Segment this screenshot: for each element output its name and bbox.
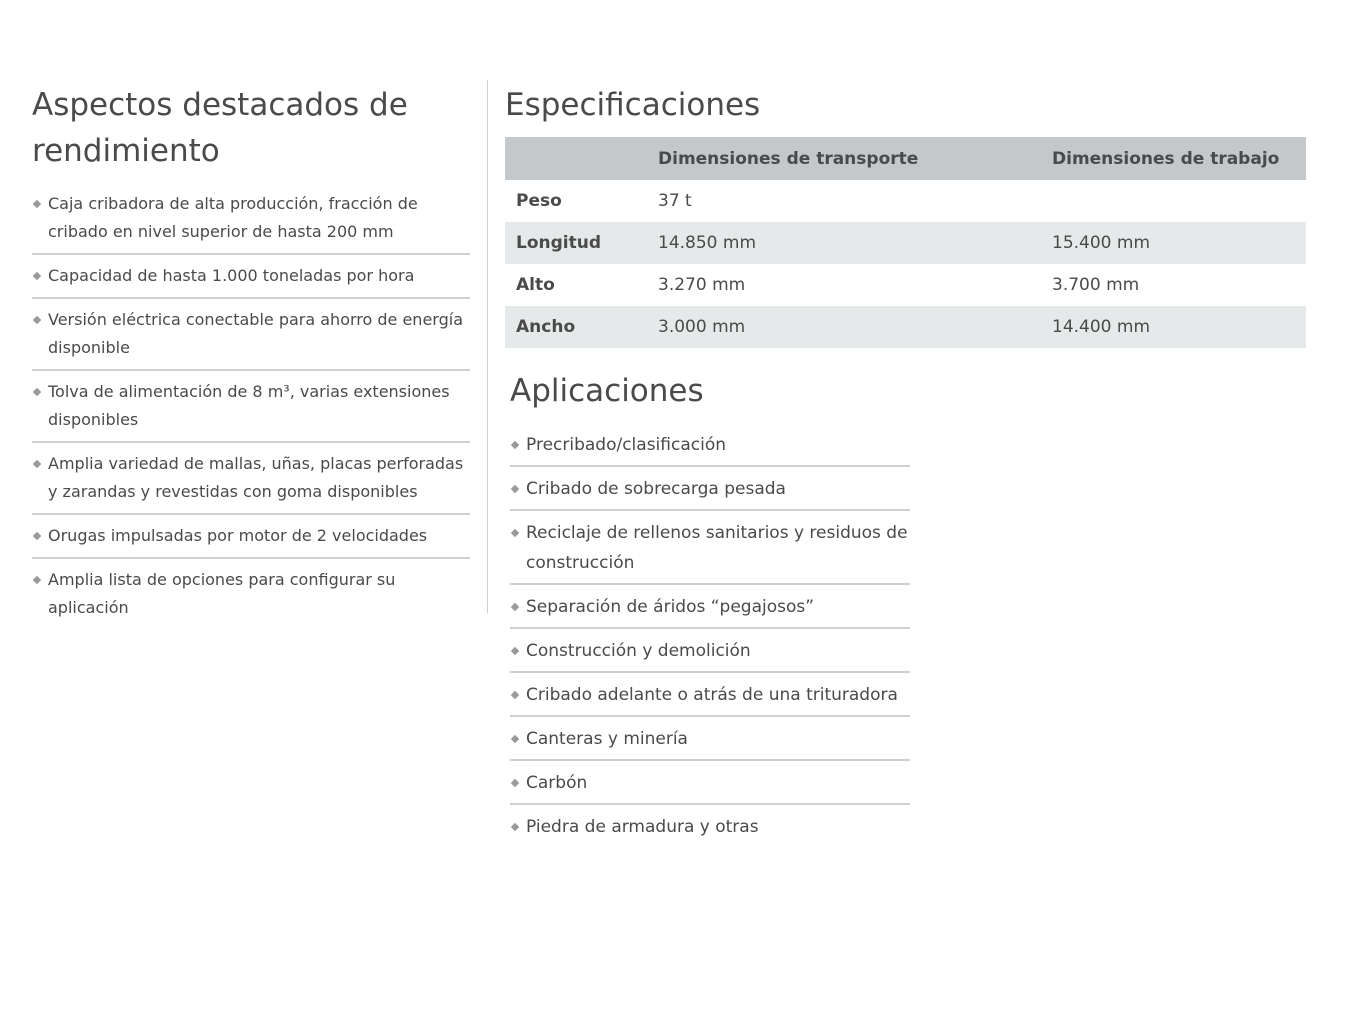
bullet-diamond-icon <box>511 529 519 537</box>
list-item <box>32 190 470 255</box>
list-item-text: Amplia variedad de mallas, uñas, placas perforadas y zarandas y revestidas con goma disponibles <box>48 454 464 501</box>
list-item <box>510 768 910 805</box>
bullet-diamond-icon <box>511 691 519 699</box>
bullet-diamond-icon <box>511 485 519 493</box>
right-column <box>505 82 1307 854</box>
highlights-list <box>32 190 470 629</box>
bullet-diamond-icon <box>33 200 41 208</box>
table-row <box>505 264 1306 306</box>
header-cell-empty <box>505 137 658 180</box>
working-value: 15.400 mm <box>1052 222 1306 264</box>
specs-title: Especificaciones <box>505 87 761 123</box>
header-cell-transport: Dimensiones de transporte <box>658 137 1052 180</box>
list-item <box>510 636 910 673</box>
bullet-diamond-icon <box>33 388 41 396</box>
list-item-text: Reciclaje de rellenos sanitarios y residuos de construcción <box>526 523 908 573</box>
list-item-text: Cribado de sobrecarga pesada <box>526 479 786 499</box>
list-item-text: Carbón <box>526 773 588 793</box>
bullet-diamond-icon <box>511 647 519 655</box>
list-item <box>32 522 470 559</box>
bullet-diamond-icon <box>511 441 519 449</box>
bullet-diamond-icon <box>33 576 41 584</box>
list-item-text: Amplia lista de opciones para configurar su aplicación <box>48 570 396 617</box>
list-item-text: Canteras y minería <box>526 729 688 749</box>
list-item-text: Versión eléctrica conectable para ahorro de energía disponible <box>48 310 463 357</box>
transport-value: 14.850 mm <box>658 222 1052 264</box>
transport-value: 37 t <box>658 191 692 211</box>
header-cell-working: Dimensiones de trabajo <box>1052 137 1306 180</box>
working-value <box>1052 180 1306 222</box>
row-label: Longitud <box>505 222 658 264</box>
specs-table <box>505 137 1306 348</box>
list-item <box>510 592 910 629</box>
row-label: Ancho <box>505 306 658 348</box>
list-item <box>510 430 910 467</box>
applications-title: Aplicaciones <box>510 373 704 409</box>
table-row <box>505 306 1306 348</box>
bullet-diamond-icon <box>511 823 519 831</box>
bullet-diamond-icon <box>511 779 519 787</box>
transport-value: 3.270 mm <box>658 275 746 295</box>
bullet-diamond-icon <box>511 735 519 743</box>
table-header-row <box>505 137 1306 180</box>
bullet-diamond-icon <box>33 316 41 324</box>
list-item-text: Tolva de alimentación de 8 m³, varias extensiones disponibles <box>48 382 450 429</box>
bullet-diamond-icon <box>33 532 41 540</box>
list-item <box>510 518 910 585</box>
list-item-text: Caja cribadora de alta producción, fracción de cribado en nivel superior de hasta 200 mm <box>48 194 418 241</box>
list-item <box>32 378 470 443</box>
applications-list <box>510 430 910 847</box>
list-item-text: Capacidad de hasta 1.000 toneladas por hora <box>48 266 415 285</box>
highlights-section <box>32 82 470 636</box>
row-label: Peso <box>516 191 562 211</box>
working-value: 14.400 mm <box>1052 306 1306 348</box>
list-item-text: Piedra de armadura y otras <box>526 817 759 837</box>
list-item-text: Separación de áridos “pegajosos” <box>526 597 815 617</box>
list-item-text: Orugas impulsadas por motor de 2 velocidades <box>48 526 428 545</box>
bullet-diamond-icon <box>511 603 519 611</box>
list-item-text: Cribado adelante o atrás de una trituradora <box>526 685 898 705</box>
list-item <box>32 566 470 629</box>
column-divider <box>487 80 488 613</box>
list-item <box>510 724 910 761</box>
table-row <box>505 180 1306 222</box>
table-row <box>505 222 1306 264</box>
highlights-title: Aspectos destacados de rendimiento <box>32 87 408 169</box>
list-item <box>510 680 910 717</box>
list-item <box>510 812 910 847</box>
list-item-text: Construcción y demolición <box>526 641 751 661</box>
transport-value: 3.000 mm <box>658 306 1052 348</box>
working-value: 3.700 mm <box>1052 275 1140 295</box>
bullet-diamond-icon <box>33 272 41 280</box>
list-item <box>32 450 470 515</box>
bullet-diamond-icon <box>33 460 41 468</box>
list-item <box>32 262 470 299</box>
list-item-text: Precribado/clasificación <box>526 435 726 455</box>
list-item <box>32 306 470 371</box>
row-label: Alto <box>516 275 555 295</box>
list-item <box>510 474 910 511</box>
